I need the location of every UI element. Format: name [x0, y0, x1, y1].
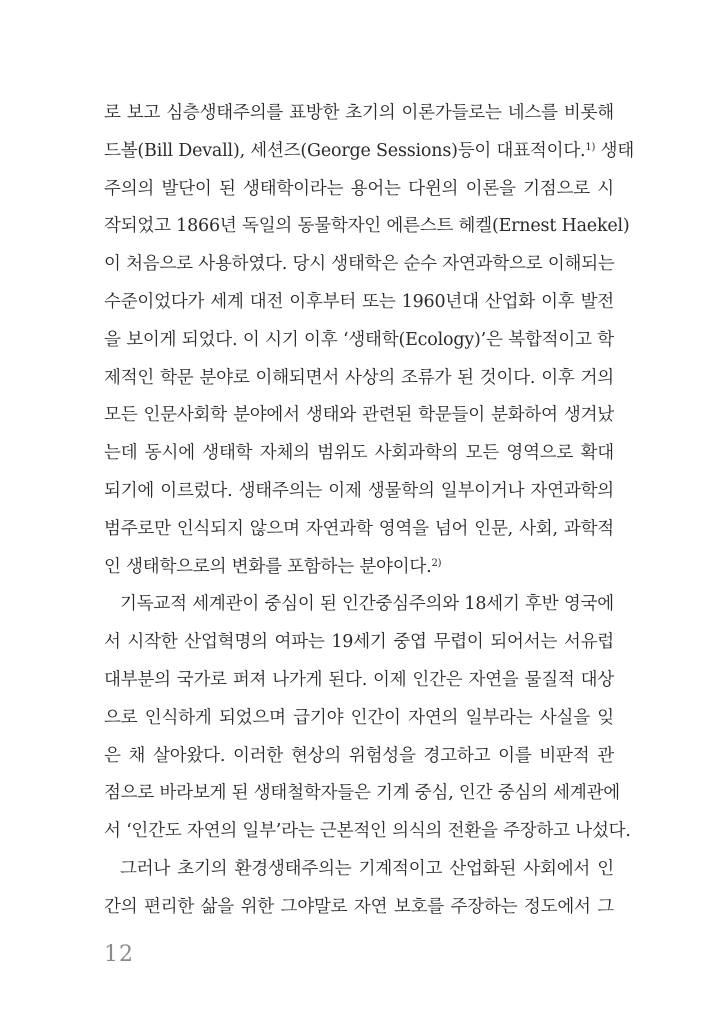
- text-line-body: 간의 편리한 삶을 위한 그야말로 자연 보호를 주장하는 정도에서 그: [104, 897, 614, 917]
- text-line: [104, 854, 614, 884]
- text-line-body: 은 채 살아왔다. 이러한 현상의 위험성을 경고하고 이를 비판적 관: [104, 746, 614, 766]
- text-line: [104, 476, 614, 506]
- text-line-body: 주의의 발단이 된 생태학이라는 용어는 다윈의 이론을 기점으로 시: [104, 179, 614, 199]
- text-line: [104, 211, 630, 241]
- text-line: [104, 438, 614, 468]
- text-line: [104, 98, 614, 128]
- text-line-body: 드볼(Bill Devall), 세션즈(George Sessions)등이 대표적이다.: [104, 141, 586, 161]
- text-line: [104, 174, 614, 204]
- text-line-body: 모든 인문사회학 분야에서 생태와 관련된 학문들이 분화하여 생겨났: [104, 405, 614, 425]
- text-line-body: 대부분의 국가로 퍼져 나가게 된다. 이제 인간은 자연을 물질적 대상: [104, 670, 614, 690]
- text-line-body: 범주로만 인식되지 않으며 자연과학 영역을 넘어 인문, 사회, 과학적: [104, 519, 614, 539]
- text-line: [104, 741, 614, 771]
- text-line-body: 로 보고 심층생태주의를 표방한 초기의 이론가들로는 네스를 비롯해: [104, 103, 614, 123]
- text-line: [104, 589, 614, 619]
- text-line-body: 이 처음으로 사용하였다. 당시 생태학은 순수 자연과학으로 이해되는: [104, 254, 615, 274]
- text-line: [104, 325, 614, 355]
- text-line: [104, 400, 614, 430]
- text-line-body: 작되었고 1866년 독일의 동물학자인 에른스트 헤켈(Ernest Haekel): [104, 216, 630, 236]
- text-line: [104, 552, 614, 582]
- text-line-body: 을 보이게 되었다. 이 시기 이후 ‘생태학(Ecology)’은 복합적이고 학: [104, 330, 614, 350]
- text-line: [104, 892, 614, 922]
- text-line: [104, 249, 614, 279]
- text-line-body: 는데 동시에 생태학 자체의 범위도 사회과학의 모든 영역으로 확대: [104, 443, 614, 463]
- text-line: [104, 778, 621, 808]
- text-line: [104, 816, 631, 846]
- text-line: [104, 627, 614, 657]
- text-line-body: 서 시작한 산업혁명의 여파는 19세기 중엽 무렵이 되어서는 서유럽: [104, 632, 614, 652]
- text-line-body: 그러나 초기의 환경생태주의는 기계적이고 산업화된 사회에서 인: [120, 859, 614, 879]
- text-line-body: 제적인 학문 분야로 이해되면서 사상의 조류가 된 것이다. 이후 거의: [104, 368, 614, 388]
- text-line-body: 되기에 이르렀다. 생태주의는 이제 생물학의 일부이거나 자연과학의: [104, 481, 614, 501]
- text-line: [104, 136, 635, 166]
- text-line-body: 인 생태학으로의 변화를 포함하는 분야이다.: [104, 557, 432, 577]
- text-line-body: 수준이었다가 세계 대전 이후부터 또는 1960년대 산업화 이후 발전: [104, 292, 614, 312]
- text-line: [104, 514, 614, 544]
- footnote-marker: 1): [585, 142, 596, 153]
- text-line: [104, 665, 614, 695]
- text-line-tail: 생태: [595, 141, 635, 161]
- text-line: [104, 363, 614, 393]
- text-line-body: 기독교적 세계관이 중심이 된 인간중심주의와 18세기 후반 영국에: [120, 594, 614, 614]
- footnote-marker: 2): [431, 558, 442, 569]
- page-number: 12: [104, 942, 134, 967]
- text-line: [104, 703, 614, 733]
- text-line-body: 으로 인식하게 되었으며 급기야 인간이 자연의 일부라는 사실을 잊: [104, 708, 614, 728]
- text-line-body: 점으로 바라보게 된 생태철학자들은 기계 중심, 인간 중심의 세계관에: [104, 783, 621, 803]
- text-line-body: 서 ‘인간도 자연의 일부’라는 근본적인 의식의 전환을 주장하고 나섰다.: [104, 821, 631, 841]
- text-line: [104, 287, 614, 317]
